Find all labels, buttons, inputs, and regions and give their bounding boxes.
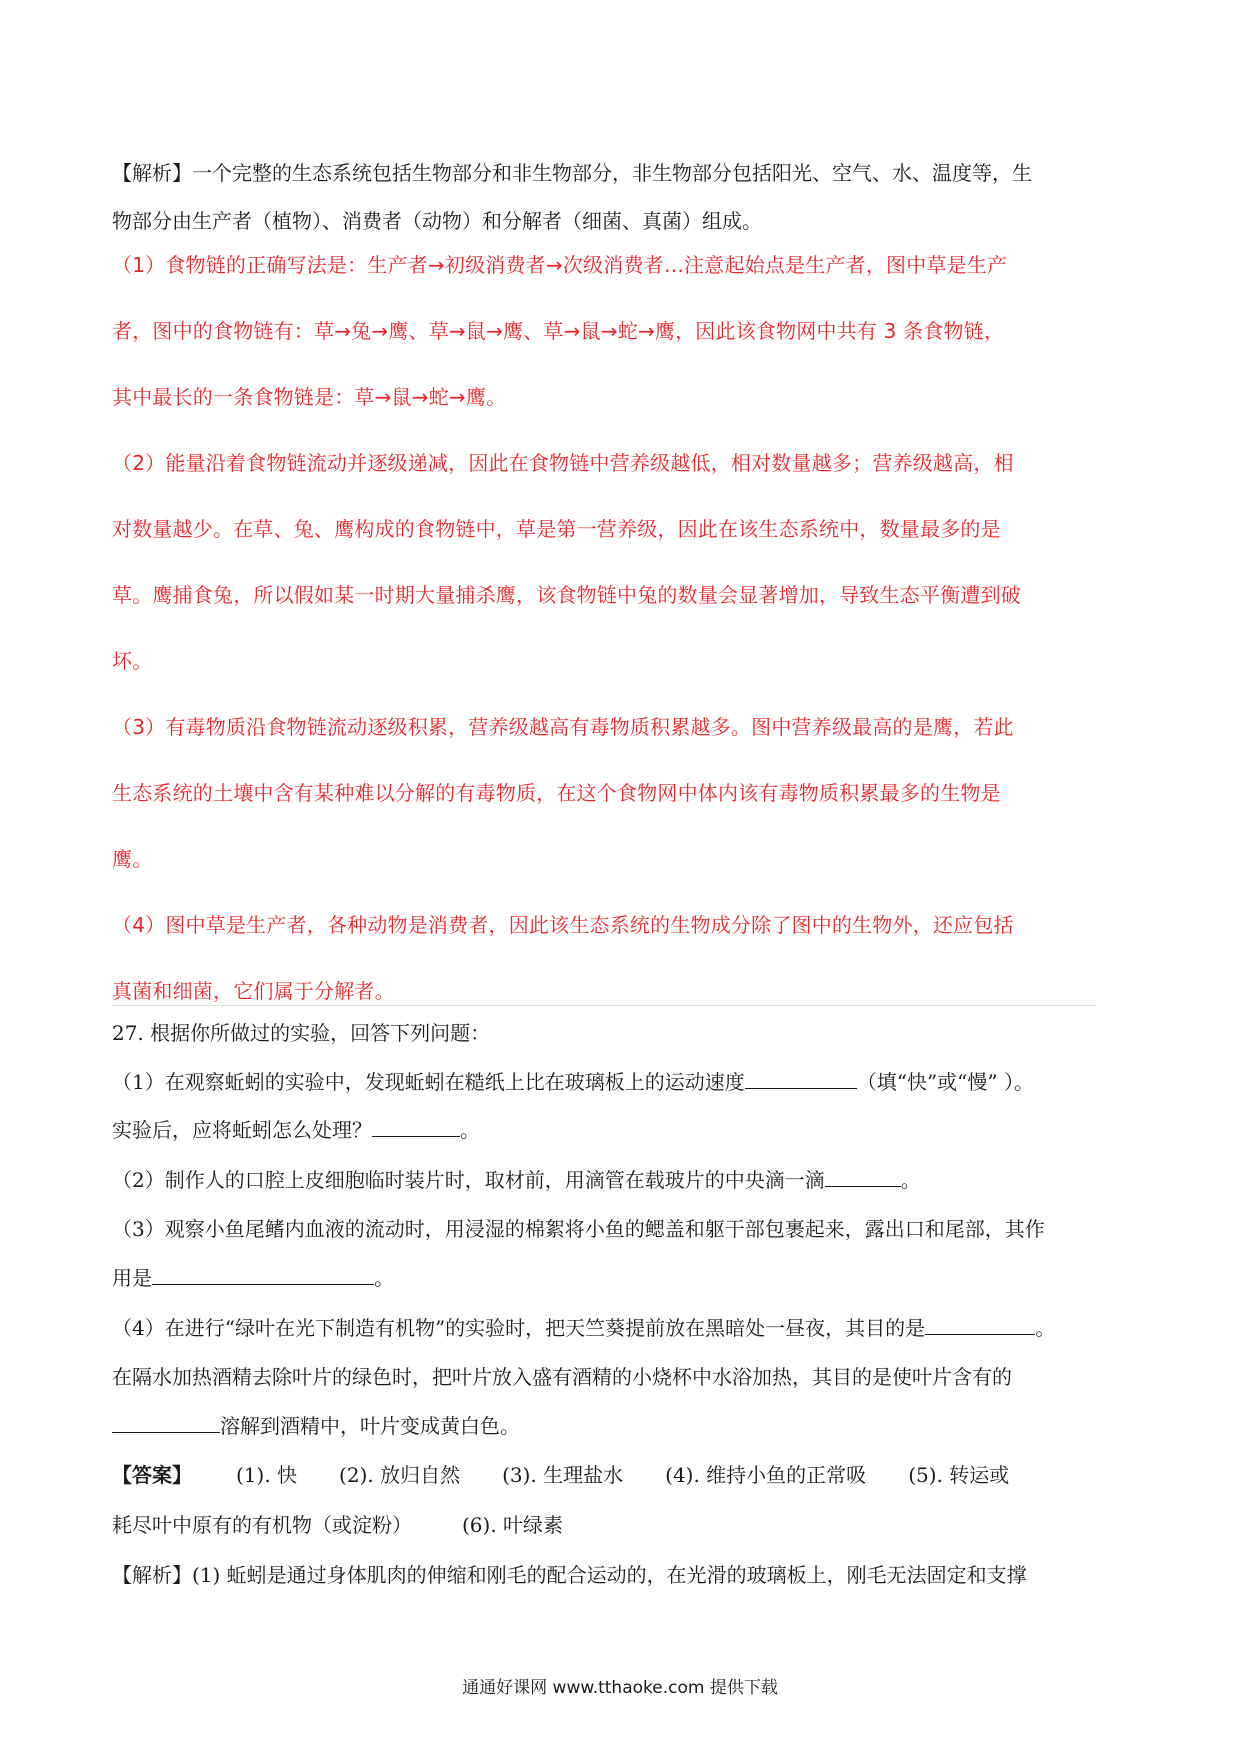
answer-1: (1). 快 [236, 1463, 298, 1487]
red-para-4-line-1: （4）图中草是生产者，各种动物是消费者，因此该生态系统的生物成分除了图中的生物外，还应包括 [112, 913, 1014, 937]
red-para-3-line-1: （3）有毒物质沿食物链流动逐级积累，营养级越高有毒物质积累越多。图中营养级最高的是鹰，若此 [112, 715, 1014, 739]
red-para-4-line-2: 真菌和细菌，它们属于分解者。 [112, 979, 395, 1003]
q4-blank-1[interactable] [925, 1312, 1035, 1335]
q1-blank-2[interactable] [372, 1114, 460, 1137]
q3-blank[interactable] [152, 1262, 374, 1285]
question-27-3-line-1: （3）观察小鱼尾鳍内血液的流动时，用浸湿的棉絮将小鱼的鳃盖和躯干部包裹起来，露出口和尾部，其作 [112, 1217, 1045, 1241]
q4-end: 。 [1035, 1316, 1056, 1340]
red-para-2-line-4: 坏。 [112, 649, 153, 673]
q4-text-c: 溶解到酒精中，叶片变成黄白色。 [220, 1414, 520, 1438]
answer-5: (5). 转运或 [908, 1463, 1010, 1487]
question-27-4-line-1 [112, 1312, 1132, 1343]
footer-download-note: 通通好课网 www.tthaoke.com 提供下载 [462, 1678, 778, 1698]
answer-6: (6). 叶绿素 [462, 1513, 564, 1537]
red-para-1-line-3: 其中最长的一条食物链是：草→鼠→蛇→鹰。 [112, 385, 507, 409]
q2-end: 。 [900, 1168, 921, 1192]
q4-text-a: （4）在进行“绿叶在光下制造有机物”的实验时，把天竺葵提前放在黑暗处一昼夜，其目的是 [112, 1316, 926, 1340]
red-para-3-line-3: 鹰。 [112, 847, 153, 871]
question-27-title: 27. 根据你所做过的实验，回答下列问题： [112, 1021, 491, 1045]
answer-label: 【答案】 [112, 1463, 192, 1487]
analysis2-line-1 [112, 1560, 1132, 1590]
answer-line-1 [112, 1460, 1132, 1490]
analysis2-text: 【解析】(1) 蚯蚓是通过身体肌肉的伸缩和刚毛的配合运动的，在光滑的玻璃板上，刚毛无法固定和支撑 [112, 1563, 1027, 1587]
answer-4: (4). 维持小鱼的正常吸 [665, 1463, 867, 1487]
analysis-line-1: 【解析】一个完整的生态系统包括生物部分和非生物部分，非生物部分包括阳光、空气、水、温度等，生 [112, 161, 1032, 185]
q3-text-b: 用是 [112, 1266, 152, 1290]
question-27-4-line-2: 在隔水加热酒精去除叶片的绿色时，把叶片放入盛有酒精的小烧杯中水浴加热，其目的是使叶片含有的 [112, 1365, 1012, 1389]
q1-text-c: 实验后，应将蚯蚓怎么处理？ [112, 1118, 372, 1142]
red-para-2-line-3: 草。鹰捕食兔，所以假如某一时期大量捕杀鹰，该食物链中兔的数量会显著增加，导致生态平衡遭到破 [112, 583, 1021, 607]
q2-blank[interactable] [825, 1164, 901, 1187]
question-27-4-line-3 [112, 1410, 1132, 1441]
question-27-2 [112, 1164, 1132, 1195]
answer-3: (3). 生理盐水 [502, 1463, 624, 1487]
answer-5-cont: 耗尽叶中原有的有机物（或淀粉） [112, 1513, 412, 1537]
red-para-2-line-2: 对数量越少。在草、兔、鹰构成的食物链中，草是第一营养级，因此在该生态系统中，数量最多的是 [112, 517, 1001, 541]
red-para-1-line-1: （1）食物链的正确写法是：生产者→初级消费者→次级消费者…注意起始点是生产者，图中草是生产 [112, 253, 1008, 277]
analysis-line-2: 物部分由生产者（植物）、消费者（动物）和分解者（细菌、真菌）组成。 [112, 209, 762, 233]
red-para-2-line-1: （2）能量沿着食物链流动并逐级递减，因此在食物链中营养级越低，相对数量越多；营养级越高，相 [112, 451, 1014, 475]
answer-line-2 [112, 1510, 1132, 1540]
section-divider [112, 1005, 1097, 1006]
question-27-1-line-1 [112, 1066, 1132, 1097]
answer-2: (2). 放归自然 [339, 1463, 461, 1487]
question-27-3-line-2 [112, 1262, 1132, 1293]
red-para-1-line-2: 者，图中的食物链有：草→兔→鹰、草→鼠→鹰、草→鼠→蛇→鹰，因此该食物网中共有 3 条食物链， [112, 319, 1005, 343]
q1-blank-1[interactable] [745, 1066, 857, 1089]
q2-text: （2）制作人的口腔上皮细胞临时装片时，取材前，用滴管在载玻片的中央滴一滴 [112, 1168, 825, 1192]
q4-blank-2[interactable] [112, 1410, 220, 1433]
question-27-1-line-2 [112, 1114, 1132, 1145]
q3-end: 。 [374, 1266, 394, 1290]
q1-end: 。 [460, 1118, 480, 1142]
q1-text-a: （1）在观察蚯蚓的实验中，发现蚯蚓在糙纸上比在玻璃板上的运动速度 [112, 1070, 745, 1094]
red-para-3-line-2: 生态系统的土壤中含有某种难以分解的有毒物质，在这个食物网中体内该有毒物质积累最多的生物是 [112, 781, 1001, 805]
q1-text-b: （填“快”或“慢” ）。 [856, 1070, 1034, 1094]
